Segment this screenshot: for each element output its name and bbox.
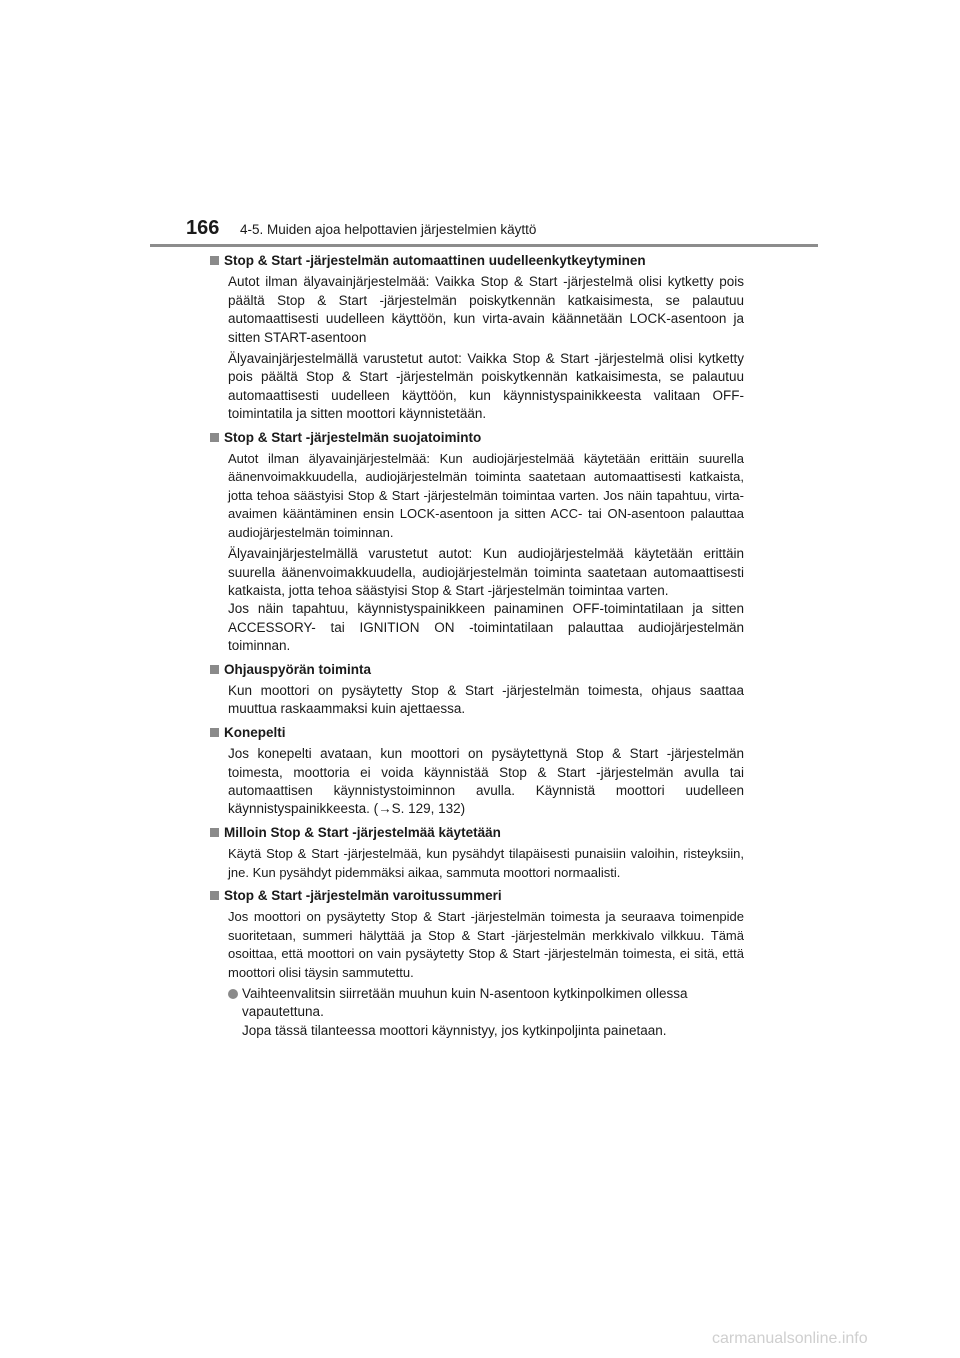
paragraph: Jos moottori on pysäytetty Stop & Start -järjestelmän toimesta ja seuraava toimenpide suoritetaan, summeri hälyttää ja Stop & Start -järjestelmän merkkivalo vilkkuu. Tämä osoittaa, että moottori on vain pysäytetty Stop & Start -järjestelmän toimesta, ei sitä, että moottori olisi täysin sammutettu. — [228, 909, 744, 980]
list-item: Vaihteenvalitsin siirretään muuhun kuin N-asentoon kytkinpolkimen ollessa vapautettuna. Jopa tässä tilanteessa moottori käynnistyy, jos kytkinpoljinta painetaan. — [228, 985, 744, 1040]
circle-bullet-icon — [228, 989, 238, 999]
watermark-link[interactable]: carmanualsonline.info — [712, 1330, 868, 1347]
paragraph: Älyavainjärjestelmällä varustetut autot: Kun audiojärjestelmää käytetään erittäin suurella äänenvoimakkuudella, audiojärjestelmän toiminta saatetaan automaattisesti katkaista, jotta tehoa säästyisi Stop & Start -järjestelmän toimintaa varten. — [228, 546, 744, 598]
section-protection — [210, 429, 744, 656]
chapter-title: 4-5. Muiden ajoa helpottavien järjestelmien käyttö — [240, 222, 537, 237]
section-auto-reactivation — [210, 252, 744, 424]
paragraph: Autot ilman älyavainjärjestelmää: Kun audiojärjestelmää käytetään erittäin suurella äänenvoimakkuudella, audiojärjestelmän toiminta saatetaan automaattisesti katkaista, jotta tehoa säästyisi Stop & Start -järjestelmän toimintaa varten. Jos näin tapahtuu, virta-avaimen kääntäminen ensin LOCK-asentoon ja sitten ACC- tai ON-asentoon palauttaa audiojärjestelmän toiminnan. — [228, 451, 744, 540]
section-heading: Milloin Stop & Start -järjestelmää käytetään — [210, 824, 744, 842]
section-hood — [210, 724, 744, 819]
section-steering — [210, 661, 744, 719]
paragraph: Jos näin tapahtuu, käynnistyspainikkeen painaminen OFF-toimintatilaan ja sitten ACCESSORY- tai IGNITION ON -toimintatilaan palauttaa audiojärjestelmän toiminnan. — [228, 601, 744, 654]
square-bullet-icon — [210, 665, 219, 674]
paragraph: Jos konepelti avataan, kun moottori on pysäytettynä Stop & Start -järjestelmän toimesta, moottoria ei voida käynnistää Stop & Start -järjestelmän avulla tai automaattisen käynnistystoiminnon avulla. Käynnistä moottori uudelleen käynnistyspainikkeesta. (→S. 129, 132) — [228, 746, 744, 817]
paragraph: Autot ilman älyavainjärjestelmää: Vaikka Stop & Start -järjestelmä olisi kytketty pois päältä Stop & Start -järjestelmän poiskytkennän katkaisimesta, se palautuu automaattisesti uudelleen käyttöön, kun virta-avain käännetään LOCK-asentoon ja sitten START-asentoon — [228, 274, 744, 345]
page-number: 166 — [186, 217, 220, 239]
page-content — [210, 252, 744, 1045]
section-heading: Stop & Start -järjestelmän suojatoiminto — [210, 429, 744, 447]
square-bullet-icon — [210, 828, 219, 837]
section-heading: Stop & Start -järjestelmän varoitussummeri — [210, 887, 744, 905]
section-heading: Stop & Start -järjestelmän automaattinen uudelleenkytkeytyminen — [210, 252, 744, 270]
section-when-to-use — [210, 824, 744, 882]
square-bullet-icon — [210, 728, 219, 737]
section-heading: Ohjauspyörän toiminta — [210, 661, 744, 679]
header-divider — [150, 244, 818, 247]
paragraph: Kun moottori on pysäytetty Stop & Start -järjestelmän toimesta, ohjaus saattaa muuttua raskaammaksi kuin ajettaessa. — [228, 682, 744, 717]
square-bullet-icon — [210, 891, 219, 900]
paragraph: Älyavainjärjestelmällä varustetut autot: Vaikka Stop & Start -järjestelmä olisi kytketty pois päältä Stop & Start -järjestelmän poiskytkennän katkaisimesta, se palautuu automaattisesti uudelleen käyttöön, kun käynnistyspainikkeesta valitaan OFF-toimintatila ja sitten moottori käynnistetään. — [228, 351, 744, 422]
section-warning-buzzer — [210, 887, 744, 1040]
paragraph: Käytä Stop & Start -järjestelmää, kun pysähdyt tilapäisesti punaisiin valoihin, risteyksiin, jne. Kun pysähdyt pidemmäksi aikaa, sammuta moottori normaalisti. — [228, 846, 744, 880]
square-bullet-icon — [210, 256, 219, 265]
section-heading: Konepelti — [210, 724, 744, 742]
square-bullet-icon — [210, 433, 219, 442]
